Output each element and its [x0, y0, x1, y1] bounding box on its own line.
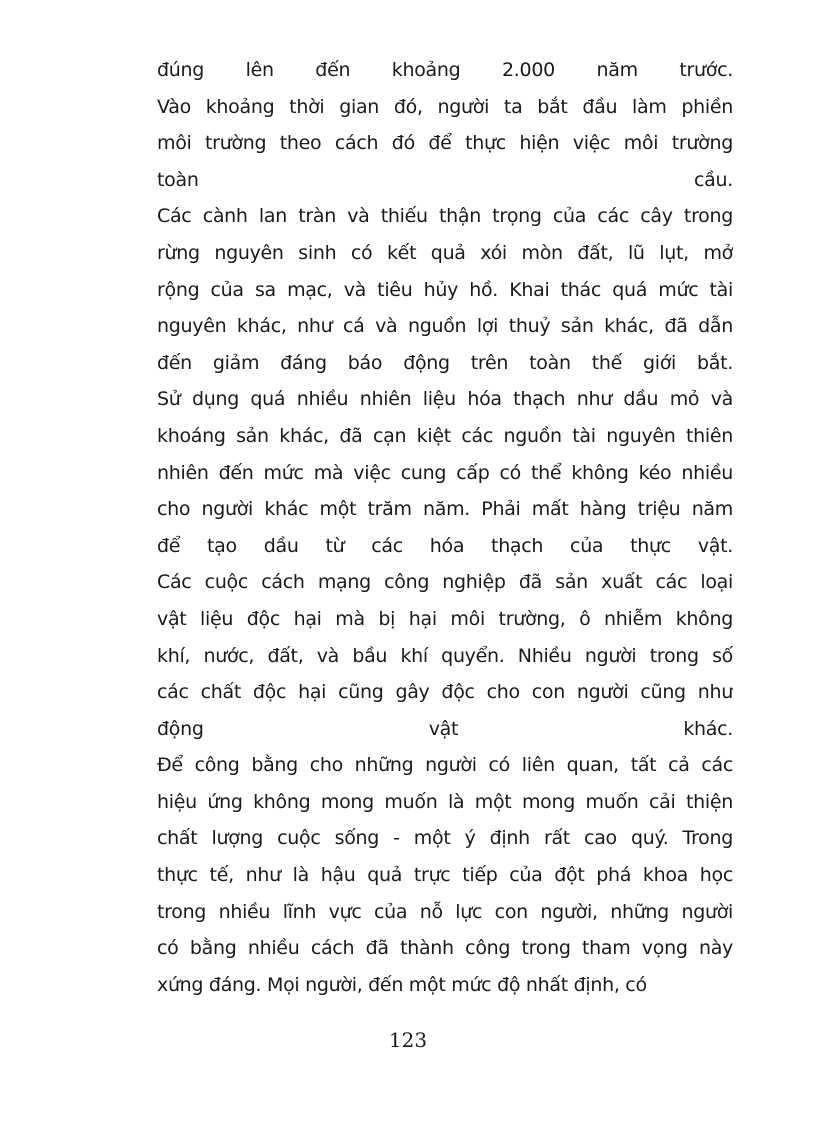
text-line: nguyên khác, như cá và nguồn lợi thuỷ sản khác, đã dẫn [157, 315, 733, 338]
text-line: xứng đáng. Mọi người, đến một mức độ nhất định, có [157, 973, 647, 996]
text-line: môi trường theo cách đó để thực hiện việc môi trường [157, 132, 733, 155]
text-line: khí, nước, đất, và bầu khí quyển. Nhiều người trong số [157, 644, 733, 667]
text-line: toàn cầu. [157, 168, 733, 191]
text-line: nhiên đến mức mà việc cung cấp có thể không kéo nhiều [157, 461, 733, 484]
text-line: rừng nguyên sinh có kết quả xói mòn đất, lũ lụt, mở [157, 241, 733, 264]
text-line: Vào khoảng thời gian đó, người ta bắt đầu làm phiền [157, 95, 733, 118]
text-line: các chất độc hại cũng gây độc cho con người cũng như [157, 681, 733, 704]
text-line: Các cành lan tràn và thiếu thận trọng của các cây trong [157, 205, 733, 228]
text-line: khoáng sản khác, đã cạn kiệt các nguồn tài nguyên thiên [157, 424, 733, 447]
text-line: chất lượng cuộc sống - một ý định rất cao quý. Trong [157, 827, 733, 850]
text-line: có bằng nhiều cách đã thành công trong tham vọng này [157, 937, 733, 960]
text-line: Các cuộc cách mạng công nghiệp đã sản xuất các loại [157, 571, 733, 594]
text-line: đến giảm đáng báo động trên toàn thế giới bắt. [157, 351, 733, 374]
text-line: hiệu ứng không mong muốn là một mong muốn cải thiện [157, 790, 733, 813]
body-text [157, 52, 733, 1003]
text-line: để tạo dầu từ các hóa thạch của thực vật. [157, 534, 733, 557]
text-line: đúng lên đến khoảng 2.000 năm trước. [157, 59, 733, 81]
text-line: trong nhiều lĩnh vực của nỗ lực con người, những người [157, 900, 733, 923]
text-line: rộng của sa mạc, và tiêu hủy hồ. Khai thác quá mức tài [157, 278, 733, 301]
text-line: Để công bằng cho những người có liên quan, tất cả các [157, 754, 733, 777]
text-line: Sử dụng quá nhiều nhiên liệu hóa thạch như dầu mỏ và [157, 388, 733, 411]
text-line: động vật khác. [157, 717, 733, 740]
text-line: vật liệu độc hại mà bị hại môi trường, ô nhiễm không [157, 607, 733, 630]
text-line: thực tế, như là hậu quả trực tiếp của đột phá khoa học [157, 864, 733, 887]
page-number: 123 [388, 1028, 428, 1052]
text-line: cho người khác một trăm năm. Phải mất hàng triệu năm [157, 498, 733, 521]
